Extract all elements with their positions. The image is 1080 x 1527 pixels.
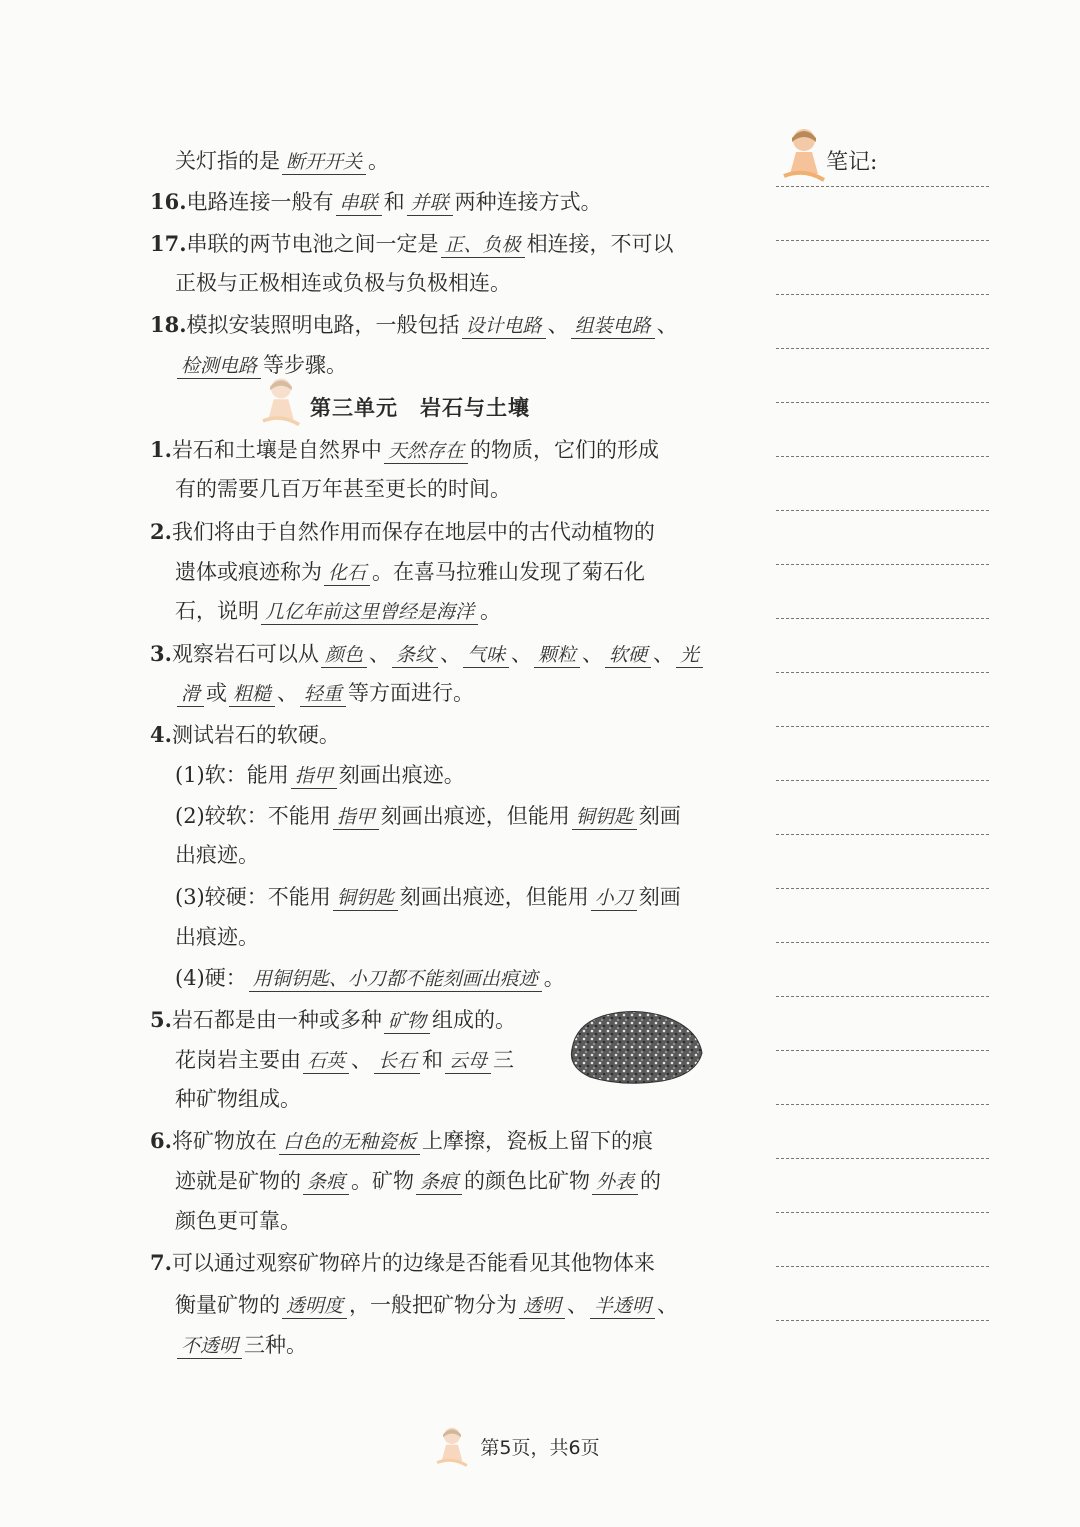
answer-blank: 不透明 bbox=[177, 1334, 242, 1359]
item-15-line bbox=[175, 146, 750, 176]
item-text: 遗体或痕迹称为 bbox=[175, 560, 322, 584]
item-text: 刻画出痕迹，但能用 bbox=[399, 885, 589, 909]
item-number: 18. bbox=[150, 312, 187, 337]
answer-blank: 铜钥匙 bbox=[572, 805, 637, 830]
item-text: 等步骤。 bbox=[263, 353, 348, 377]
item-text: 测试岩石的软硬。 bbox=[171, 723, 340, 747]
item-text: 。矿物 bbox=[351, 1169, 415, 1193]
answer-blank: 指甲 bbox=[291, 764, 337, 789]
unit-item-7 bbox=[150, 1248, 725, 1278]
unit-title: 第三单元 岩石与土壤 bbox=[310, 396, 530, 420]
unit-item-6 bbox=[150, 1126, 725, 1156]
item-text: 和 bbox=[383, 190, 405, 214]
item-text: 、 bbox=[582, 642, 603, 666]
answer-blank: 设计电路 bbox=[462, 314, 546, 339]
item-text: 我们将由于自然作用而保存在地层中的古代动植物的 bbox=[171, 520, 655, 544]
unit-item-1 bbox=[150, 435, 725, 465]
item-text: 衡量矿物的 bbox=[175, 1293, 280, 1317]
answer-blank: 粗糙 bbox=[229, 682, 275, 707]
answer-blank: 颜色 bbox=[321, 643, 367, 668]
answer-blank: 云母 bbox=[445, 1049, 491, 1074]
item-text: 、 bbox=[439, 642, 461, 666]
item-number: 3. bbox=[150, 641, 172, 666]
answer-blank: 条纹 bbox=[392, 643, 438, 668]
unit-item-6-line3: 颜色更可靠。 bbox=[175, 1209, 301, 1233]
item-text: 串联的两节电池之间一定是 bbox=[186, 232, 439, 256]
answer-blank: 矿物 bbox=[384, 1009, 430, 1034]
item-number: 6. bbox=[150, 1128, 172, 1153]
item-text: 岩石和土壤是自然界中 bbox=[171, 438, 382, 462]
answer-blank: 组装电路 bbox=[571, 314, 655, 339]
note-line bbox=[776, 294, 989, 295]
note-line bbox=[776, 780, 989, 781]
note-line bbox=[776, 1104, 989, 1105]
answer-blank: 透明 bbox=[519, 1294, 565, 1319]
item-text: 上摩擦，瓷板上留下的痕 bbox=[421, 1129, 653, 1153]
page-number: 第5页，共6页 bbox=[480, 1437, 600, 1459]
answer-blank: 正、负极 bbox=[441, 233, 525, 258]
item-text: 。 bbox=[368, 149, 390, 173]
answer-blank: 断开开关 bbox=[282, 150, 366, 175]
unit-item-2 bbox=[150, 517, 725, 547]
item-text: 刻画出痕迹，但能用 bbox=[380, 804, 570, 828]
answer-blank: 透明度 bbox=[282, 1294, 347, 1319]
girl-mascot-icon bbox=[258, 374, 304, 430]
item-number: 16. bbox=[150, 189, 187, 214]
item-text: 关灯指的是 bbox=[175, 149, 280, 173]
note-line bbox=[776, 186, 989, 187]
item-text: 电路连接一般有 bbox=[186, 190, 334, 214]
answer-blank: 天然存在 bbox=[384, 439, 468, 464]
answer-blank: 铜钥匙 bbox=[333, 886, 398, 911]
note-line bbox=[776, 834, 989, 835]
note-line bbox=[776, 456, 989, 457]
answer-blank: 轻重 bbox=[300, 682, 346, 707]
unit-item-4-sub1 bbox=[175, 760, 750, 790]
item-text: 三 bbox=[493, 1048, 515, 1072]
note-line bbox=[776, 348, 989, 349]
item-text: 迹就是矿物的 bbox=[175, 1169, 301, 1193]
note-line bbox=[776, 240, 989, 241]
note-line bbox=[776, 1266, 989, 1267]
note-line bbox=[776, 510, 989, 511]
item-number: 1. bbox=[150, 437, 172, 462]
item-text: 将矿物放在 bbox=[171, 1129, 277, 1153]
item-number: 2. bbox=[150, 519, 172, 544]
answer-blank: 检测电路 bbox=[177, 354, 261, 379]
item-text: 。 bbox=[543, 966, 565, 990]
item-text: 刻画出痕迹。 bbox=[338, 763, 465, 787]
item-text: (1)软：能用 bbox=[175, 763, 289, 787]
note-line bbox=[776, 1158, 989, 1159]
answer-blank: 光 bbox=[676, 643, 703, 668]
note-line bbox=[776, 672, 989, 673]
item-text: 。在喜马拉雅山发现了菊石化 bbox=[372, 560, 646, 584]
item-text: 的 bbox=[640, 1169, 662, 1193]
granite-rock-image bbox=[566, 1005, 706, 1085]
answer-blank: 半透明 bbox=[590, 1294, 655, 1319]
item-number: 4. bbox=[150, 722, 172, 747]
item-text: 三种。 bbox=[244, 1333, 308, 1357]
unit-item-4-sub3 bbox=[175, 882, 750, 912]
item-text: 的物质，它们的形成 bbox=[469, 438, 659, 462]
answer-blank: 小刀 bbox=[591, 886, 637, 911]
item-text: 、 bbox=[510, 642, 532, 666]
unit-item-6-line2 bbox=[175, 1166, 750, 1196]
item-text: 、 bbox=[656, 313, 678, 337]
unit-item-1-line2: 有的需要几百万年甚至更长的时间。 bbox=[175, 477, 511, 501]
item-text: 石，说明 bbox=[175, 599, 259, 623]
answer-blank: 串联 bbox=[336, 191, 382, 216]
item-text: ，一般把矿物分为 bbox=[349, 1293, 518, 1317]
unit-item-5-line3: 种矿物组成。 bbox=[175, 1087, 301, 1111]
answer-blank: 颗粒 bbox=[534, 643, 580, 668]
item-17-line2: 正极与正极相连或负极与负极相连。 bbox=[175, 271, 511, 295]
answer-blank: 外表 bbox=[592, 1170, 638, 1195]
item-text: 、 bbox=[368, 642, 390, 666]
item-text: 刻画 bbox=[638, 885, 681, 909]
answer-blank: 条痕 bbox=[303, 1170, 349, 1195]
item-text: 、 bbox=[277, 681, 299, 705]
unit-item-7-line3 bbox=[175, 1330, 750, 1360]
item-text: 、 bbox=[567, 1293, 589, 1317]
answer-blank: 滑 bbox=[177, 682, 204, 707]
item-text: (3)较硬：不能用 bbox=[175, 885, 331, 909]
answer-blank: 石英 bbox=[303, 1049, 349, 1074]
item-text: 、 bbox=[547, 313, 569, 337]
item-text: 和 bbox=[422, 1048, 444, 1072]
unit-item-3-line2 bbox=[175, 678, 750, 708]
item-text: 岩石都是由一种或多种 bbox=[171, 1008, 382, 1032]
item-text: 、 bbox=[653, 642, 675, 666]
item-text: 两种连接方式。 bbox=[454, 190, 602, 214]
answer-blank: 条痕 bbox=[416, 1170, 462, 1195]
item-text: (4)硬： bbox=[175, 966, 247, 990]
note-line bbox=[776, 564, 989, 565]
item-text: 相连接，不可以 bbox=[526, 232, 674, 256]
unit-item-3 bbox=[150, 639, 725, 669]
item-18 bbox=[150, 310, 725, 340]
note-line bbox=[776, 1212, 989, 1213]
item-text: 、 bbox=[657, 1293, 679, 1317]
unit-item-2-line3 bbox=[175, 596, 750, 626]
item-16 bbox=[150, 187, 725, 217]
note-line bbox=[776, 996, 989, 997]
item-17 bbox=[150, 229, 725, 259]
unit-item-4 bbox=[150, 720, 725, 750]
answer-blank: 并联 bbox=[407, 191, 453, 216]
note-line bbox=[776, 1050, 989, 1051]
item-text: 的颜色比矿物 bbox=[464, 1169, 591, 1193]
note-line bbox=[776, 402, 989, 403]
item-text: 刻画 bbox=[638, 804, 681, 828]
girl-mascot-icon bbox=[780, 124, 828, 186]
item-text: 或 bbox=[206, 681, 228, 705]
unit-item-4-sub2 bbox=[175, 801, 750, 831]
answer-blank: 白色的无釉瓷板 bbox=[279, 1130, 420, 1155]
notes-title: 笔记: bbox=[826, 150, 878, 175]
unit-item-4-sub4 bbox=[175, 963, 750, 993]
answer-blank: 软硬 bbox=[605, 643, 651, 668]
unit-item-4-sub3-line2: 出痕迹。 bbox=[175, 925, 259, 949]
item-text: 模拟安装照明电路，一般包括 bbox=[186, 313, 460, 337]
item-text: 观察岩石可以从 bbox=[171, 642, 319, 666]
item-number: 7. bbox=[150, 1250, 172, 1275]
item-text: 组成的。 bbox=[431, 1008, 516, 1032]
note-line bbox=[776, 618, 989, 619]
answer-blank: 用铜钥匙、小刀都不能刻画出痕迹 bbox=[249, 967, 542, 992]
item-text: 可以通过观察矿物碎片的边缘是否能看见其他物体来 bbox=[171, 1251, 655, 1275]
note-line bbox=[776, 1320, 989, 1321]
note-line bbox=[776, 888, 989, 889]
item-text: 花岗岩主要由 bbox=[175, 1048, 301, 1072]
answer-blank: 化石 bbox=[324, 561, 370, 586]
answer-blank: 气味 bbox=[463, 643, 509, 668]
answer-blank: 几亿年前这里曾经是海洋 bbox=[261, 600, 478, 625]
item-text: 等方面进行。 bbox=[348, 681, 475, 705]
answer-blank: 指甲 bbox=[333, 805, 379, 830]
unit-item-4-sub2-line2: 出痕迹。 bbox=[175, 843, 259, 867]
item-number: 5. bbox=[150, 1007, 172, 1032]
item-text: 。 bbox=[480, 599, 502, 623]
item-text: 、 bbox=[351, 1048, 373, 1072]
item-number: 17. bbox=[150, 231, 187, 256]
answer-blank: 长石 bbox=[374, 1049, 420, 1074]
item-text: (2)较软：不能用 bbox=[175, 804, 331, 828]
note-line bbox=[776, 942, 989, 943]
unit-item-7-line2 bbox=[175, 1290, 750, 1320]
note-line bbox=[776, 726, 989, 727]
unit-item-2-line2 bbox=[175, 557, 750, 587]
